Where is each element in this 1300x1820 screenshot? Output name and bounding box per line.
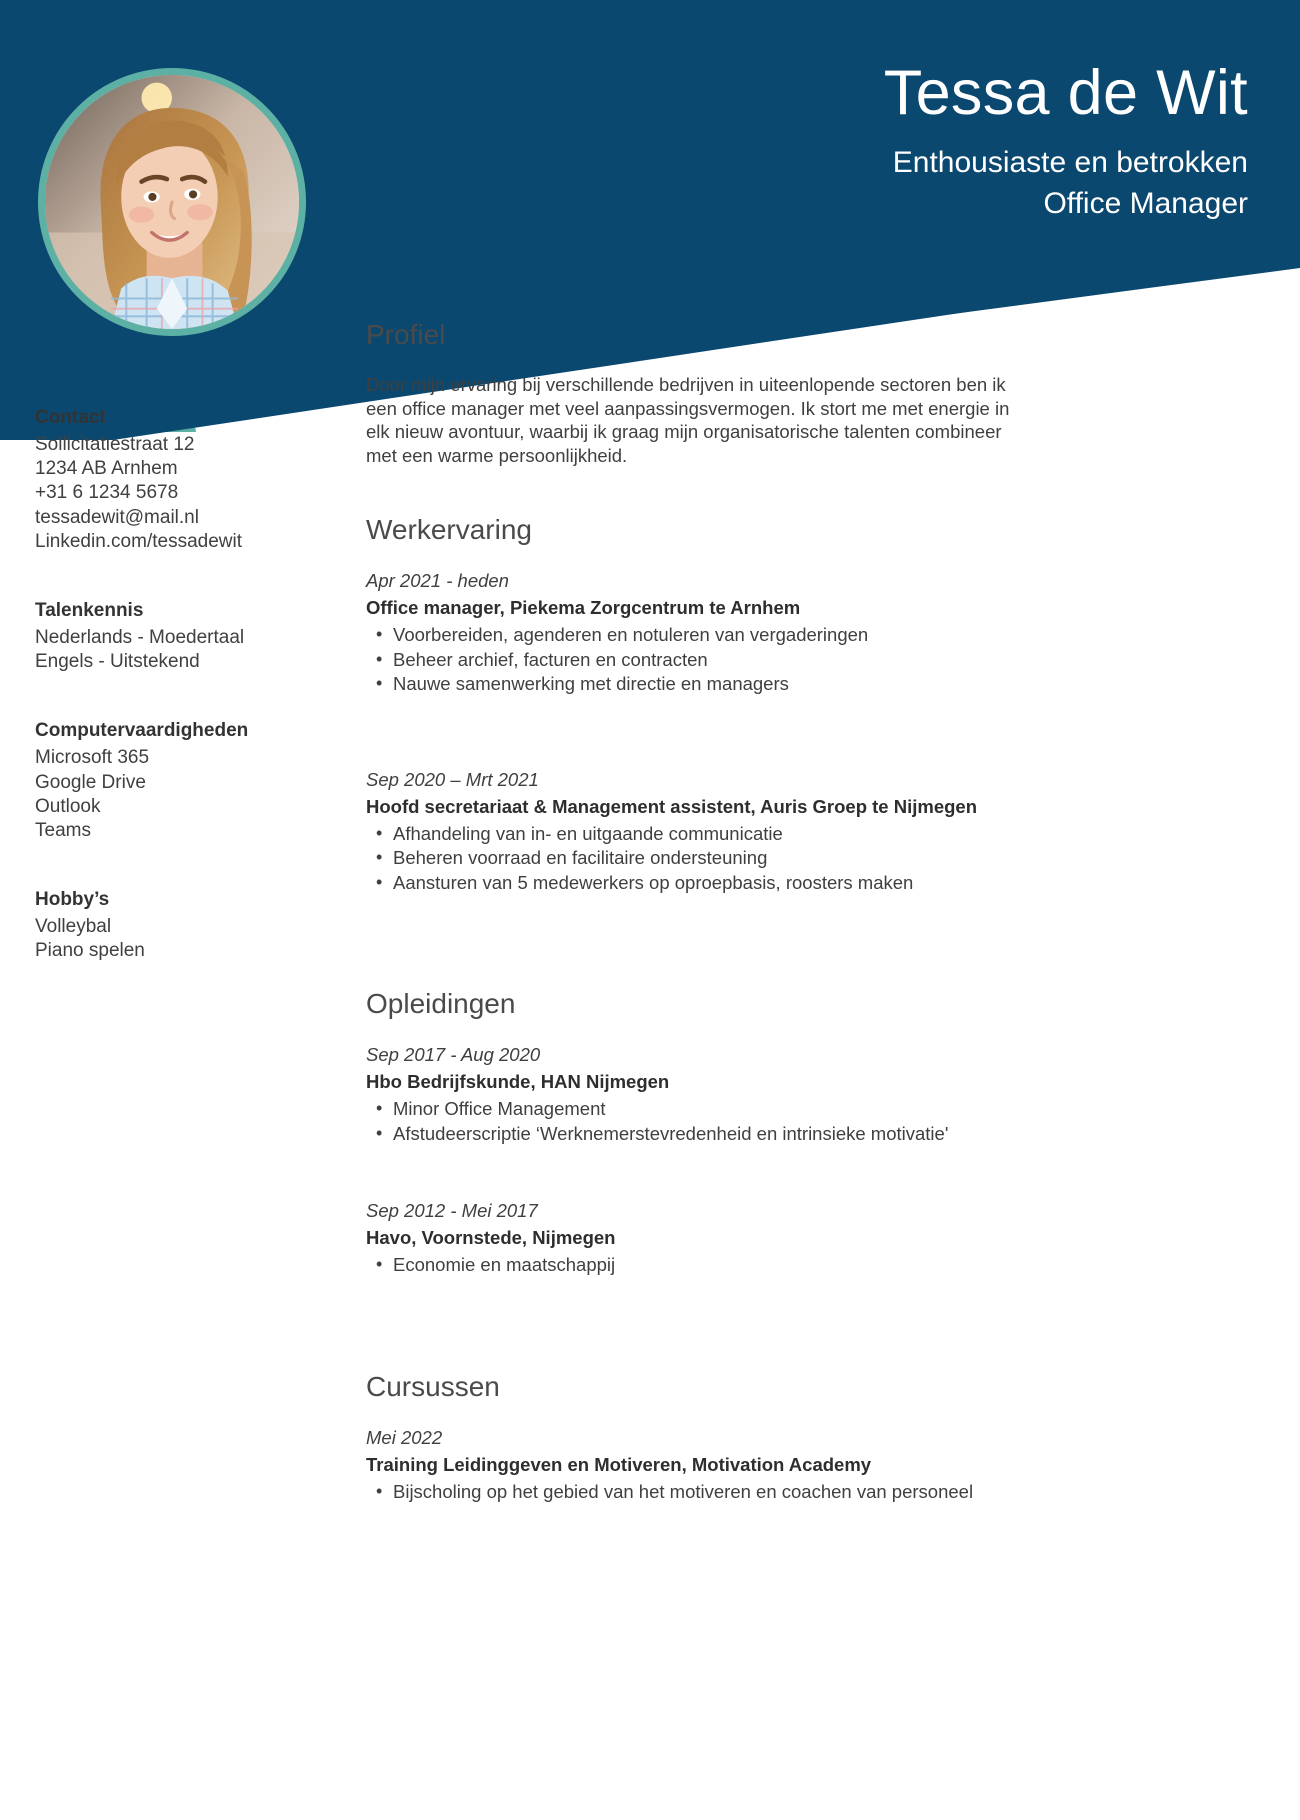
tagline-line-2: Office Manager: [1043, 187, 1248, 220]
section-heading-education: Opleidingen: [366, 988, 516, 1020]
language-item: Engels - Uitstekend: [35, 651, 200, 673]
contact-phone: +31 6 1234 5678: [35, 482, 179, 504]
sidebar-heading-computer-skills: Computervaardigheden: [35, 720, 249, 742]
list-item: • Aansturen van 5 medewerkers op oproepbasis, roosters maken: [366, 871, 1016, 896]
contact-linkedin[interactable]: Linkedin.com/tessadewit: [35, 530, 242, 552]
list-item: • Economie en maatschappij: [366, 1253, 1016, 1278]
skill-item: Teams: [35, 820, 91, 842]
hobby-item: Volleybal: [35, 916, 112, 938]
list-item: • Afhandeling van in- en uitgaande communicatie: [366, 822, 1016, 847]
entry-date: Sep 2020 – Mrt 2021: [366, 768, 539, 790]
experience-entry: [366, 568, 1016, 697]
contact-address-city: 1234 AB Arnhem: [35, 458, 178, 480]
entry-role: Hoofd secretariaat & Management assistent, Auris Groep te Nijmegen: [366, 795, 978, 817]
skill-item: Microsoft 365: [35, 747, 150, 769]
contact-address-street: Sollicitatiestraat 12: [35, 434, 195, 455]
section-heading-profile: Profiel: [366, 319, 446, 350]
skill-item: Outlook: [35, 795, 101, 817]
list-item: • Bijscholing op het gebied van het motiveren en coachen van personeel: [366, 1480, 1016, 1505]
sidebar-heading-contact: Contact: [35, 407, 106, 428]
entry-date: Mei 2022: [366, 1426, 443, 1448]
entry-bullet-list: [366, 1480, 1016, 1505]
entry-role: Hbo Bedrijfskunde, HAN Nijmegen: [366, 1071, 670, 1093]
sidebar-section-hobbies: [35, 887, 330, 963]
section-education: [366, 987, 1016, 1278]
language-item: Nederlands - Moedertaal: [35, 627, 245, 649]
entry-bullet-list: [366, 1097, 1016, 1146]
list-item: • Minor Office Management: [366, 1097, 1016, 1122]
entry-role: Training Leidinggeven en Motiveren, Motivation Academy: [366, 1453, 872, 1475]
portrait-photo: [45, 75, 299, 329]
education-entry: [366, 1042, 1016, 1146]
contact-email[interactable]: tessadewit@mail.nl: [35, 506, 199, 528]
entry-date: Sep 2017 - Aug 2020: [366, 1044, 541, 1066]
profile-paragraph: Door mijn ervaring bij verschillende bedrijven in uiteenlopende sectoren ben ik een office manager met veel aanpassingsvermogen. Ik stort me met energie in elk nieuw avontuur, waarbij ik graag mijn organisatorische talenten combineer met een warme persoonlijkheid.: [366, 374, 1010, 466]
entry-role: Office manager, Piekema Zorgcentrum te Arnhem: [366, 597, 801, 619]
list-item: • Beheren voorraad en facilitaire ondersteuning: [366, 846, 1016, 871]
section-courses: [366, 1370, 1016, 1505]
entry-bullet-list: [366, 623, 1016, 697]
entry-bullet-list: [366, 822, 1016, 896]
spacer: [366, 1176, 1016, 1198]
sidebar-section-languages: [35, 598, 330, 674]
section-heading-courses: Cursussen: [366, 1370, 500, 1402]
entry-role: Havo, Voornstede, Nijmegen: [366, 1227, 616, 1249]
list-item: • Afstudeerscriptie ‘Werknemerstevredenheid en intrinsieke motivatie': [366, 1122, 1016, 1147]
section-experience: [366, 513, 1016, 895]
sidebar-heading-languages: Talenkennis: [35, 600, 144, 622]
entry-date: Apr 2021 - heden: [366, 570, 509, 592]
course-entry: [366, 1425, 1016, 1505]
page-title: Tessa de Wit: [883, 58, 1248, 128]
section-heading-experience: Werkervaring: [366, 514, 532, 546]
entry-bullet-list: [366, 1253, 1016, 1278]
tagline-line-1: Enthousiaste en betrokken: [892, 146, 1248, 179]
list-item: • Voorbereiden, agenderen en notuleren van vergaderingen: [366, 623, 1016, 648]
education-entry: [366, 1198, 1016, 1278]
sidebar-section-contact: [35, 405, 330, 554]
entry-date: Sep 2012 - Mei 2017: [366, 1200, 538, 1222]
avatar: [38, 68, 306, 336]
main-content: [366, 318, 1016, 1534]
sidebar-heading-hobbies: Hobby’s: [35, 889, 110, 911]
spacer: [366, 727, 1016, 767]
section-profile: [366, 318, 1016, 467]
skill-item: Google Drive: [35, 771, 146, 793]
hobby-item: Piano spelen: [35, 940, 145, 962]
sidebar: [35, 405, 330, 1008]
spacer: [366, 925, 1016, 987]
sidebar-section-computer-skills: [35, 718, 330, 843]
list-item: • Nauwe samenwerking met directie en managers: [366, 672, 1016, 697]
list-item: • Beheer archief, facturen en contracten: [366, 648, 1016, 673]
spacer: [366, 1308, 1016, 1370]
header-text-block: [884, 56, 1248, 224]
experience-entry: [366, 767, 1016, 896]
